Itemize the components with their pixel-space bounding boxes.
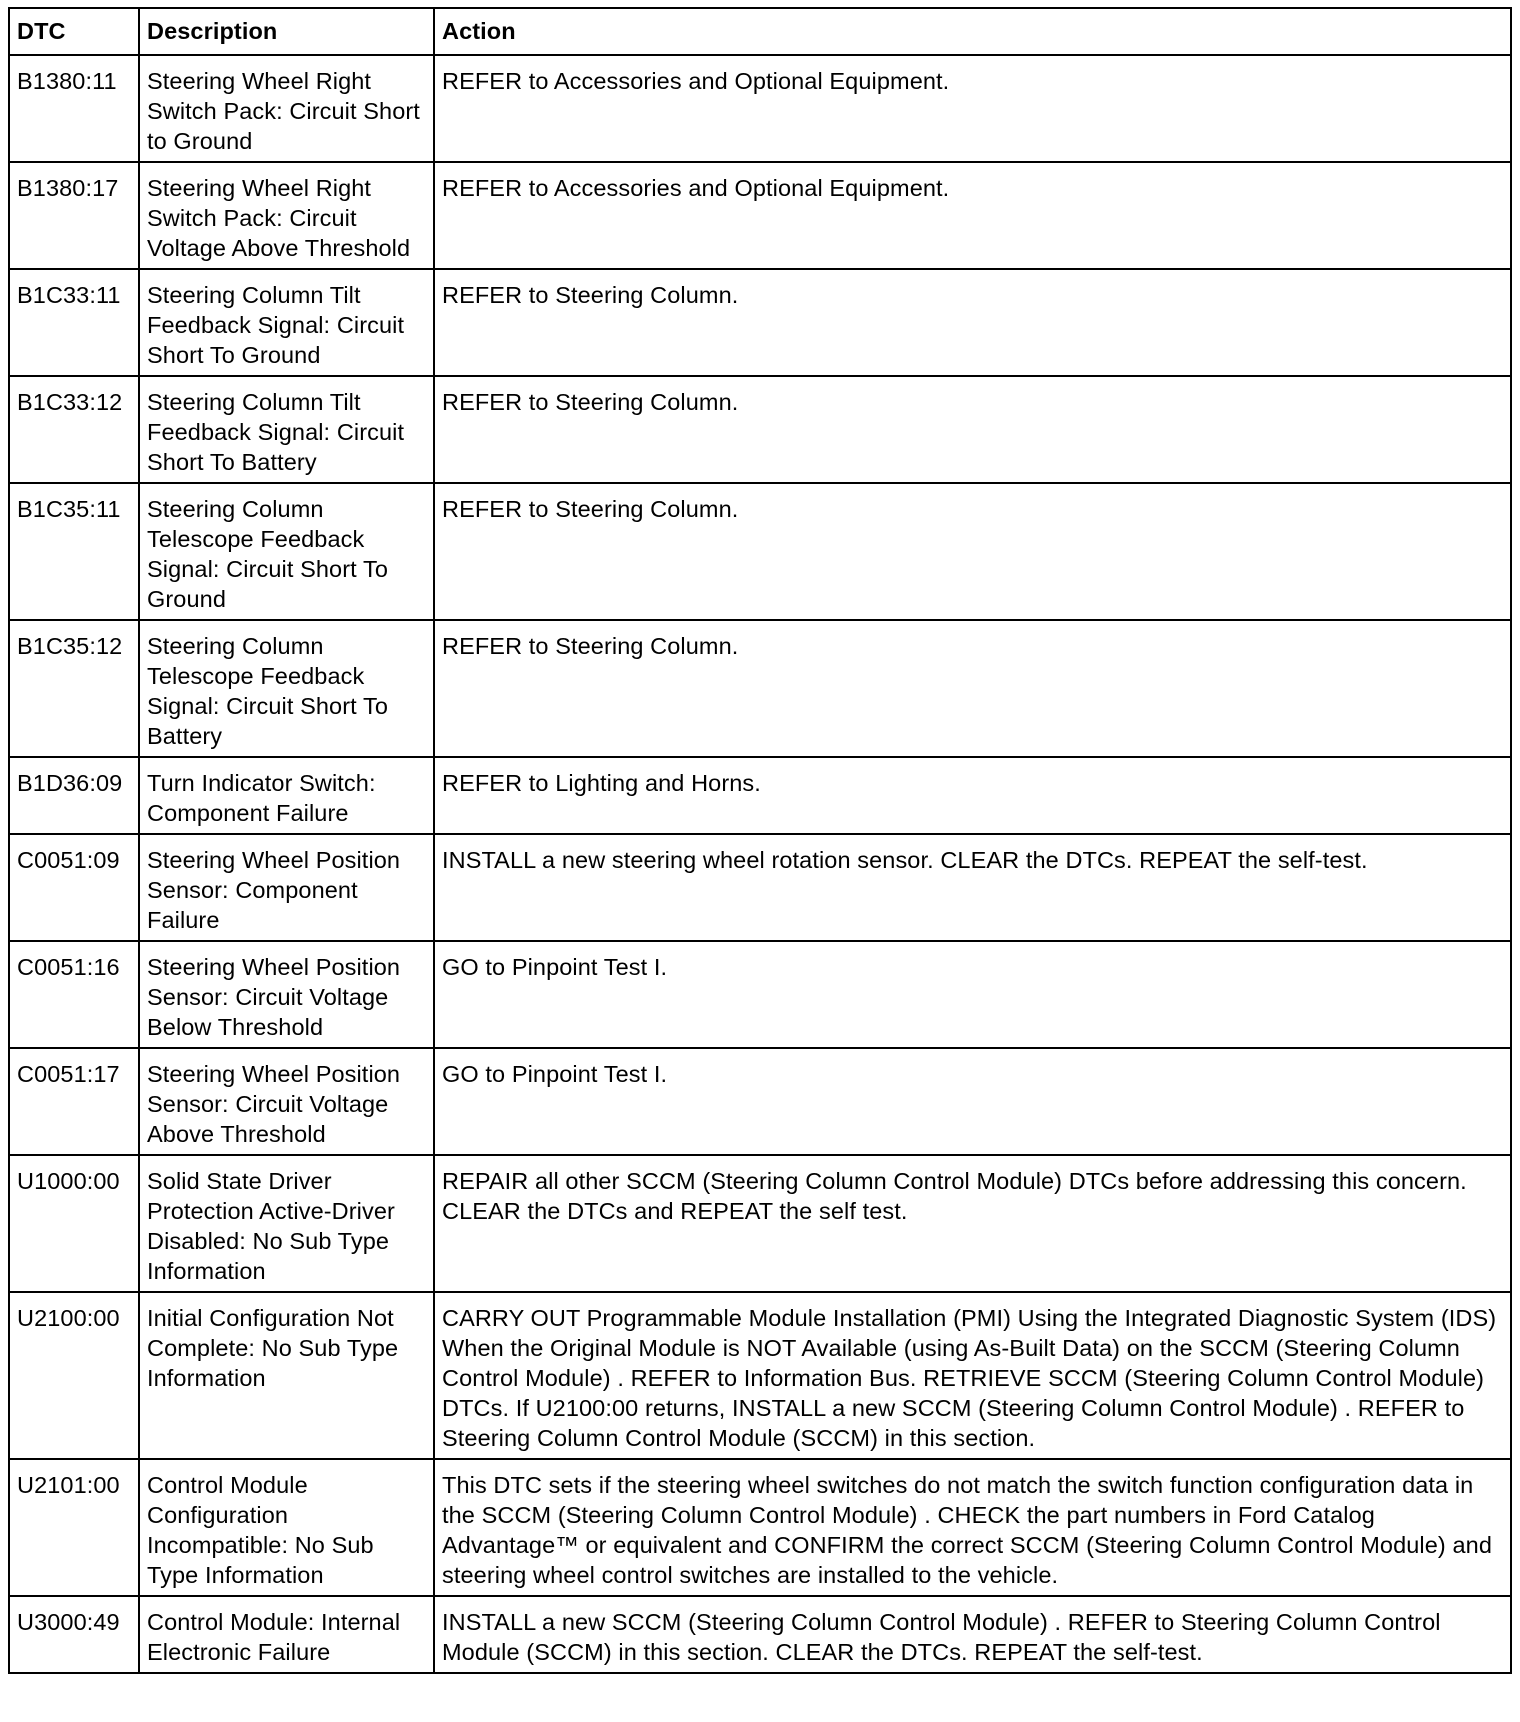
dtc-description: Steering Wheel Position Sensor: Circuit Voltage Below Threshold: [139, 941, 434, 1048]
table-row: [9, 162, 1511, 269]
dtc-description: Steering Wheel Position Sensor: Circuit Voltage Above Threshold: [139, 1048, 434, 1155]
table-row: [9, 55, 1511, 162]
dtc-code: C0051:17: [9, 1048, 139, 1155]
dtc-action: GO to Pinpoint Test I.: [434, 941, 1511, 1048]
header-dtc: DTC: [9, 8, 139, 55]
dtc-description: Steering Column Tilt Feedback Signal: Circuit Short To Ground: [139, 269, 434, 376]
table-row: [9, 1459, 1511, 1596]
dtc-description: Turn Indicator Switch: Component Failure: [139, 757, 434, 834]
dtc-action: REFER to Steering Column.: [434, 269, 1511, 376]
header-action: Action: [434, 8, 1511, 55]
table-row: [9, 834, 1511, 941]
table-row: [9, 941, 1511, 1048]
dtc-code: C0051:16: [9, 941, 139, 1048]
dtc-code: B1D36:09: [9, 757, 139, 834]
dtc-action: REFER to Accessories and Optional Equipment.: [434, 162, 1511, 269]
table-header-row: [9, 8, 1511, 55]
dtc-description: Steering Column Telescope Feedback Signal: Circuit Short To Battery: [139, 620, 434, 757]
dtc-code: B1C35:12: [9, 620, 139, 757]
dtc-action: REFER to Steering Column.: [434, 620, 1511, 757]
dtc-description: Control Module: Internal Electronic Failure: [139, 1596, 434, 1673]
dtc-action: INSTALL a new steering wheel rotation sensor. CLEAR the DTCs. REPEAT the self-test.: [434, 834, 1511, 941]
table-row: [9, 1155, 1511, 1292]
dtc-code: U2100:00: [9, 1292, 139, 1459]
header-description: Description: [139, 8, 434, 55]
dtc-action: REPAIR all other SCCM (Steering Column Control Module) DTCs before addressing this concern. CLEAR the DTCs and REPEAT the self test.: [434, 1155, 1511, 1292]
table-row: [9, 757, 1511, 834]
dtc-action: REFER to Steering Column.: [434, 376, 1511, 483]
table-row: [9, 620, 1511, 757]
dtc-action: REFER to Lighting and Horns.: [434, 757, 1511, 834]
dtc-description: Steering Column Telescope Feedback Signal: Circuit Short To Ground: [139, 483, 434, 620]
dtc-action: REFER to Accessories and Optional Equipment.: [434, 55, 1511, 162]
table-row: [9, 376, 1511, 483]
dtc-code: B1C35:11: [9, 483, 139, 620]
dtc-code: U3000:49: [9, 1596, 139, 1673]
dtc-code: C0051:09: [9, 834, 139, 941]
dtc-table: [8, 7, 1512, 1674]
dtc-description: Solid State Driver Protection Active-Driver Disabled: No Sub Type Information: [139, 1155, 434, 1292]
table-row: [9, 1596, 1511, 1673]
dtc-description: Steering Wheel Position Sensor: Component Failure: [139, 834, 434, 941]
dtc-code: B1C33:12: [9, 376, 139, 483]
table-row: [9, 483, 1511, 620]
dtc-code: U1000:00: [9, 1155, 139, 1292]
dtc-action: CARRY OUT Programmable Module Installation (PMI) Using the Integrated Diagnostic System (IDS) When the Original Module is NOT Available (using As-Built Data) on the SCCM (Steering Column Control Module) . REFER to Information Bus. RETRIEVE SCCM (Steering Column Control Module) DTCs. If U2100:00 returns, INSTALL a new SCCM (Steering Column Control Module) . REFER to Steering Column Control Module (SCCM) in this section.: [434, 1292, 1511, 1459]
dtc-description: Control Module Configuration Incompatible: No Sub Type Information: [139, 1459, 434, 1596]
table-row: [9, 269, 1511, 376]
dtc-description: Steering Column Tilt Feedback Signal: Circuit Short To Battery: [139, 376, 434, 483]
table-row: [9, 1048, 1511, 1155]
dtc-code: B1C33:11: [9, 269, 139, 376]
dtc-description: Steering Wheel Right Switch Pack: Circuit Short to Ground: [139, 55, 434, 162]
dtc-action: REFER to Steering Column.: [434, 483, 1511, 620]
dtc-action: This DTC sets if the steering wheel switches do not match the switch function configuration data in the SCCM (Steering Column Control Module) . CHECK the part numbers in Ford Catalog Advantage™ or equivalent and CONFIRM the correct SCCM (Steering Column Control Module) and steering wheel control switches are installed to the vehicle.: [434, 1459, 1511, 1596]
dtc-description: Initial Configuration Not Complete: No Sub Type Information: [139, 1292, 434, 1459]
dtc-description: Steering Wheel Right Switch Pack: Circuit Voltage Above Threshold: [139, 162, 434, 269]
dtc-action: GO to Pinpoint Test I.: [434, 1048, 1511, 1155]
dtc-code: B1380:11: [9, 55, 139, 162]
dtc-code: B1380:17: [9, 162, 139, 269]
dtc-code: U2101:00: [9, 1459, 139, 1596]
table-row: [9, 1292, 1511, 1459]
dtc-action: INSTALL a new SCCM (Steering Column Control Module) . REFER to Steering Column Control Module (SCCM) in this section. CLEAR the DTCs. REPEAT the self-test.: [434, 1596, 1511, 1673]
